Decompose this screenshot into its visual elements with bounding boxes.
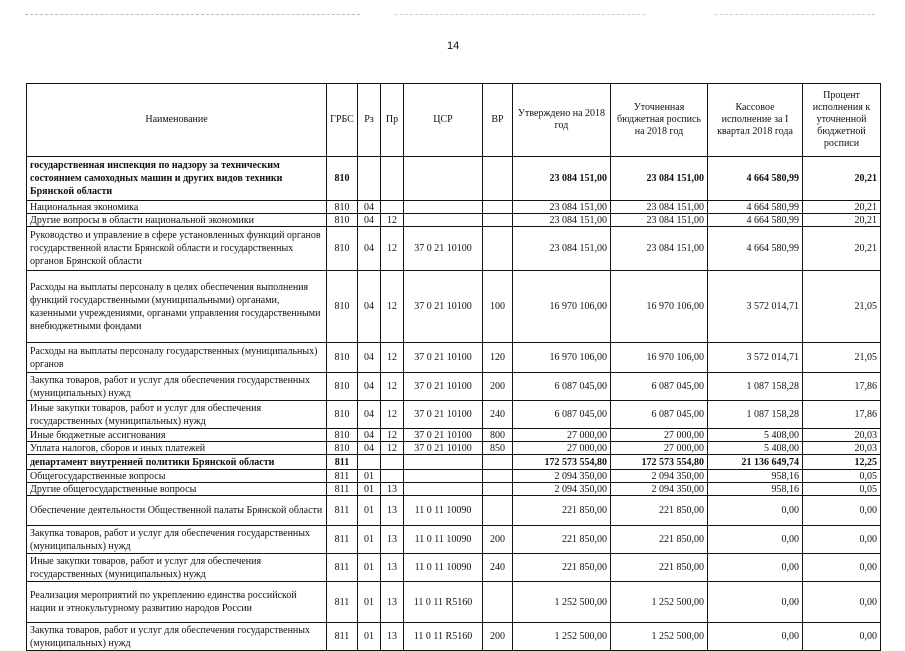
header-pr: Пр bbox=[381, 84, 404, 157]
cell-pr: 13 bbox=[381, 483, 404, 496]
cell-vr bbox=[483, 201, 513, 214]
cell-grbs: 811 bbox=[327, 496, 358, 526]
table-row bbox=[27, 442, 881, 455]
table-row bbox=[27, 623, 881, 651]
cell-grbs: 810 bbox=[327, 373, 358, 401]
cell-rz: 01 bbox=[358, 470, 381, 483]
cell-grbs: 810 bbox=[327, 271, 358, 343]
cell-grbs: 810 bbox=[327, 201, 358, 214]
cell-csr: 37 0 21 10100 bbox=[404, 373, 483, 401]
cell-percent: 20,03 bbox=[803, 429, 881, 442]
cell-approved: 23 084 151,00 bbox=[513, 201, 611, 214]
cell-name: Другие вопросы в области национальной экономики bbox=[27, 214, 327, 227]
cell-name: Реализация мероприятий по укреплению единства российской нации и этнокультурному развитию народов России bbox=[27, 582, 327, 623]
cell-percent: 0,00 bbox=[803, 526, 881, 554]
cell-refined: 6 087 045,00 bbox=[611, 373, 708, 401]
cell-vr: 850 bbox=[483, 442, 513, 455]
cell-name: Другие общегосударственные вопросы bbox=[27, 483, 327, 496]
cell-cash: 21 136 649,74 bbox=[708, 455, 803, 470]
cell-grbs: 810 bbox=[327, 343, 358, 373]
cell-pr: 12 bbox=[381, 271, 404, 343]
cell-csr bbox=[404, 470, 483, 483]
cell-vr: 200 bbox=[483, 373, 513, 401]
cell-approved: 221 850,00 bbox=[513, 526, 611, 554]
cell-approved: 6 087 045,00 bbox=[513, 373, 611, 401]
cell-csr: 11 0 11 10090 bbox=[404, 526, 483, 554]
cell-refined: 23 084 151,00 bbox=[611, 157, 708, 201]
cell-refined: 6 087 045,00 bbox=[611, 401, 708, 429]
header-cash: Кассовое исполнение за I квартал 2018 года bbox=[708, 84, 803, 157]
cell-percent: 20,21 bbox=[803, 214, 881, 227]
cell-percent: 21,05 bbox=[803, 343, 881, 373]
cell-name: Руководство и управление в сфере установленных функций органов государственной власти Брянской области и государственных органов Брянской области bbox=[27, 227, 327, 271]
cell-refined: 1 252 500,00 bbox=[611, 623, 708, 651]
cell-cash: 4 664 580,99 bbox=[708, 201, 803, 214]
cell-rz: 04 bbox=[358, 271, 381, 343]
cell-approved: 27 000,00 bbox=[513, 429, 611, 442]
cell-cash: 1 087 158,28 bbox=[708, 373, 803, 401]
table-row bbox=[27, 554, 881, 582]
cell-percent: 0,05 bbox=[803, 483, 881, 496]
header-percent: Процент исполнения к уточненной бюджетной росписи bbox=[803, 84, 881, 157]
cell-approved: 2 094 350,00 bbox=[513, 470, 611, 483]
cell-pr: 13 bbox=[381, 623, 404, 651]
table-row bbox=[27, 157, 881, 201]
cell-rz: 01 bbox=[358, 483, 381, 496]
cell-vr: 200 bbox=[483, 623, 513, 651]
cell-cash: 958,16 bbox=[708, 483, 803, 496]
cell-approved: 16 970 106,00 bbox=[513, 343, 611, 373]
cell-name: государственная инспекция по надзору за техническим состоянием самоходных машин и других видов техники Брянской области bbox=[27, 157, 327, 201]
cell-name: Иные закупки товаров, работ и услуг для обеспечения государственных (муниципальных) нужд bbox=[27, 554, 327, 582]
cell-refined: 16 970 106,00 bbox=[611, 343, 708, 373]
cell-cash: 0,00 bbox=[708, 526, 803, 554]
table-row bbox=[27, 429, 881, 442]
cell-grbs: 811 bbox=[327, 623, 358, 651]
cell-percent: 0,00 bbox=[803, 496, 881, 526]
cell-refined: 27 000,00 bbox=[611, 429, 708, 442]
cell-grbs: 811 bbox=[327, 582, 358, 623]
cell-grbs: 810 bbox=[327, 401, 358, 429]
cell-csr: 37 0 21 10100 bbox=[404, 343, 483, 373]
header-refined: Уточненная бюджетная роспись на 2018 год bbox=[611, 84, 708, 157]
cell-percent: 0,00 bbox=[803, 554, 881, 582]
cell-vr: 100 bbox=[483, 271, 513, 343]
cell-grbs: 810 bbox=[327, 429, 358, 442]
cell-name: Иные бюджетные ассигнования bbox=[27, 429, 327, 442]
cell-grbs: 811 bbox=[327, 554, 358, 582]
cell-refined: 221 850,00 bbox=[611, 496, 708, 526]
cell-percent: 17,86 bbox=[803, 401, 881, 429]
cell-pr: 12 bbox=[381, 429, 404, 442]
cell-approved: 6 087 045,00 bbox=[513, 401, 611, 429]
cell-cash: 0,00 bbox=[708, 582, 803, 623]
cell-refined: 27 000,00 bbox=[611, 442, 708, 455]
cell-percent: 12,25 bbox=[803, 455, 881, 470]
cell-csr bbox=[404, 157, 483, 201]
cell-pr: 13 bbox=[381, 582, 404, 623]
cell-pr: 12 bbox=[381, 401, 404, 429]
cell-rz bbox=[358, 157, 381, 201]
header-name: Наименование bbox=[27, 84, 327, 157]
cell-grbs: 810 bbox=[327, 227, 358, 271]
cell-csr: 37 0 21 10100 bbox=[404, 271, 483, 343]
cell-cash: 0,00 bbox=[708, 554, 803, 582]
cell-csr: 37 0 21 10100 bbox=[404, 401, 483, 429]
table-row bbox=[27, 496, 881, 526]
cell-name: Обеспечение деятельности Общественной палаты Брянской области bbox=[27, 496, 327, 526]
cell-percent: 20,21 bbox=[803, 227, 881, 271]
table-row bbox=[27, 343, 881, 373]
table-row bbox=[27, 483, 881, 496]
cell-rz: 04 bbox=[358, 442, 381, 455]
cell-csr bbox=[404, 483, 483, 496]
table-row bbox=[27, 271, 881, 343]
cell-pr: 12 bbox=[381, 373, 404, 401]
cell-pr bbox=[381, 157, 404, 201]
cell-rz: 04 bbox=[358, 201, 381, 214]
cell-pr: 13 bbox=[381, 526, 404, 554]
cell-cash: 958,16 bbox=[708, 470, 803, 483]
cell-cash: 3 572 014,71 bbox=[708, 271, 803, 343]
cell-approved: 23 084 151,00 bbox=[513, 214, 611, 227]
cell-pr: 12 bbox=[381, 227, 404, 271]
cell-cash: 4 664 580,99 bbox=[708, 214, 803, 227]
cell-approved: 23 084 151,00 bbox=[513, 157, 611, 201]
cell-pr bbox=[381, 455, 404, 470]
cell-cash: 5 408,00 bbox=[708, 429, 803, 442]
cell-rz: 04 bbox=[358, 343, 381, 373]
cell-csr: 11 0 11 10090 bbox=[404, 554, 483, 582]
cell-csr: 11 0 11 R5160 bbox=[404, 623, 483, 651]
cell-cash: 0,00 bbox=[708, 496, 803, 526]
cell-cash: 1 087 158,28 bbox=[708, 401, 803, 429]
scan-artifact-line bbox=[25, 14, 360, 15]
cell-rz: 04 bbox=[358, 429, 381, 442]
table-row bbox=[27, 401, 881, 429]
cell-name: Закупка товаров, работ и услуг для обеспечения государственных (муниципальных) нужд bbox=[27, 623, 327, 651]
cell-pr bbox=[381, 201, 404, 214]
scan-artifact-line bbox=[715, 14, 875, 15]
cell-csr: 37 0 21 10100 bbox=[404, 442, 483, 455]
cell-refined: 2 094 350,00 bbox=[611, 470, 708, 483]
table-row bbox=[27, 201, 881, 214]
cell-rz bbox=[358, 455, 381, 470]
cell-refined: 23 084 151,00 bbox=[611, 214, 708, 227]
cell-pr: 12 bbox=[381, 214, 404, 227]
scan-artifact-line bbox=[395, 14, 645, 15]
table-row bbox=[27, 227, 881, 271]
cell-pr bbox=[381, 470, 404, 483]
cell-refined: 2 094 350,00 bbox=[611, 483, 708, 496]
cell-rz: 01 bbox=[358, 526, 381, 554]
table-row bbox=[27, 582, 881, 623]
cell-pr: 12 bbox=[381, 343, 404, 373]
cell-approved: 1 252 500,00 bbox=[513, 582, 611, 623]
cell-csr bbox=[404, 455, 483, 470]
cell-percent: 0,00 bbox=[803, 582, 881, 623]
cell-vr: 800 bbox=[483, 429, 513, 442]
cell-percent: 20,03 bbox=[803, 442, 881, 455]
cell-pr: 12 bbox=[381, 442, 404, 455]
cell-cash: 5 408,00 bbox=[708, 442, 803, 455]
cell-refined: 221 850,00 bbox=[611, 526, 708, 554]
cell-percent: 0,05 bbox=[803, 470, 881, 483]
cell-rz: 04 bbox=[358, 373, 381, 401]
cell-cash: 4 664 580,99 bbox=[708, 157, 803, 201]
cell-vr: 200 bbox=[483, 526, 513, 554]
cell-percent: 0,00 bbox=[803, 623, 881, 651]
table-row bbox=[27, 373, 881, 401]
cell-rz: 04 bbox=[358, 401, 381, 429]
cell-rz: 01 bbox=[358, 496, 381, 526]
cell-approved: 221 850,00 bbox=[513, 554, 611, 582]
cell-grbs: 810 bbox=[327, 442, 358, 455]
cell-csr: 37 0 21 10100 bbox=[404, 429, 483, 442]
cell-cash: 4 664 580,99 bbox=[708, 227, 803, 271]
cell-name: Расходы на выплаты персоналу в целях обеспечения выполнения функций государственными (муниципальными) органами, казенными учреждениями, органами управления государственными внебюджетными фондами bbox=[27, 271, 327, 343]
cell-name: Национальная экономика bbox=[27, 201, 327, 214]
cell-name: Общегосударственные вопросы bbox=[27, 470, 327, 483]
cell-rz: 01 bbox=[358, 582, 381, 623]
cell-vr bbox=[483, 214, 513, 227]
cell-vr bbox=[483, 582, 513, 623]
table-row bbox=[27, 214, 881, 227]
cell-name: департамент внутренней политики Брянской области bbox=[27, 455, 327, 470]
cell-approved: 172 573 554,80 bbox=[513, 455, 611, 470]
cell-grbs: 811 bbox=[327, 455, 358, 470]
cell-csr bbox=[404, 201, 483, 214]
header-vr: ВР bbox=[483, 84, 513, 157]
cell-csr: 11 0 11 R5160 bbox=[404, 582, 483, 623]
cell-cash: 0,00 bbox=[708, 623, 803, 651]
table-body bbox=[27, 157, 881, 651]
table-row bbox=[27, 455, 881, 470]
cell-vr: 120 bbox=[483, 343, 513, 373]
cell-refined: 221 850,00 bbox=[611, 554, 708, 582]
cell-refined: 172 573 554,80 bbox=[611, 455, 708, 470]
cell-vr bbox=[483, 483, 513, 496]
cell-refined: 1 252 500,00 bbox=[611, 582, 708, 623]
cell-vr: 240 bbox=[483, 401, 513, 429]
cell-vr bbox=[483, 227, 513, 271]
cell-vr bbox=[483, 157, 513, 201]
cell-pr: 13 bbox=[381, 496, 404, 526]
cell-refined: 23 084 151,00 bbox=[611, 201, 708, 214]
header-rz: Рз bbox=[358, 84, 381, 157]
cell-refined: 16 970 106,00 bbox=[611, 271, 708, 343]
cell-refined: 23 084 151,00 bbox=[611, 227, 708, 271]
cell-cash: 3 572 014,71 bbox=[708, 343, 803, 373]
cell-pr: 13 bbox=[381, 554, 404, 582]
cell-approved: 23 084 151,00 bbox=[513, 227, 611, 271]
cell-grbs: 810 bbox=[327, 157, 358, 201]
cell-approved: 221 850,00 bbox=[513, 496, 611, 526]
cell-approved: 1 252 500,00 bbox=[513, 623, 611, 651]
cell-percent: 20,21 bbox=[803, 157, 881, 201]
budget-execution-table bbox=[26, 83, 881, 651]
cell-name: Закупка товаров, работ и услуг для обеспечения государственных (муниципальных) нужд bbox=[27, 526, 327, 554]
page-number: 14 bbox=[447, 40, 460, 52]
cell-csr: 37 0 21 10100 bbox=[404, 227, 483, 271]
cell-name: Расходы на выплаты персоналу государственных (муниципальных) органов bbox=[27, 343, 327, 373]
table-header-row bbox=[27, 84, 881, 157]
table-row bbox=[27, 470, 881, 483]
cell-grbs: 811 bbox=[327, 470, 358, 483]
cell-approved: 2 094 350,00 bbox=[513, 483, 611, 496]
cell-percent: 20,21 bbox=[803, 201, 881, 214]
cell-grbs: 810 bbox=[327, 214, 358, 227]
header-grbs: ГРБС bbox=[327, 84, 358, 157]
cell-percent: 17,86 bbox=[803, 373, 881, 401]
table-row bbox=[27, 526, 881, 554]
cell-name: Уплата налогов, сборов и иных платежей bbox=[27, 442, 327, 455]
cell-name: Закупка товаров, работ и услуг для обеспечения государственных (муниципальных) нужд bbox=[27, 373, 327, 401]
cell-rz: 01 bbox=[358, 554, 381, 582]
cell-vr bbox=[483, 455, 513, 470]
cell-name: Иные закупки товаров, работ и услуг для обеспечения государственных (муниципальных) нужд bbox=[27, 401, 327, 429]
cell-rz: 04 bbox=[358, 214, 381, 227]
cell-rz: 01 bbox=[358, 623, 381, 651]
cell-csr: 11 0 11 10090 bbox=[404, 496, 483, 526]
cell-rz: 04 bbox=[358, 227, 381, 271]
header-csr: ЦСР bbox=[404, 84, 483, 157]
cell-vr: 240 bbox=[483, 554, 513, 582]
cell-percent: 21,05 bbox=[803, 271, 881, 343]
cell-vr bbox=[483, 470, 513, 483]
cell-csr bbox=[404, 214, 483, 227]
header-approved: Утверждено на 2018 год bbox=[513, 84, 611, 157]
cell-approved: 27 000,00 bbox=[513, 442, 611, 455]
cell-vr bbox=[483, 496, 513, 526]
cell-grbs: 811 bbox=[327, 483, 358, 496]
cell-approved: 16 970 106,00 bbox=[513, 271, 611, 343]
cell-grbs: 811 bbox=[327, 526, 358, 554]
